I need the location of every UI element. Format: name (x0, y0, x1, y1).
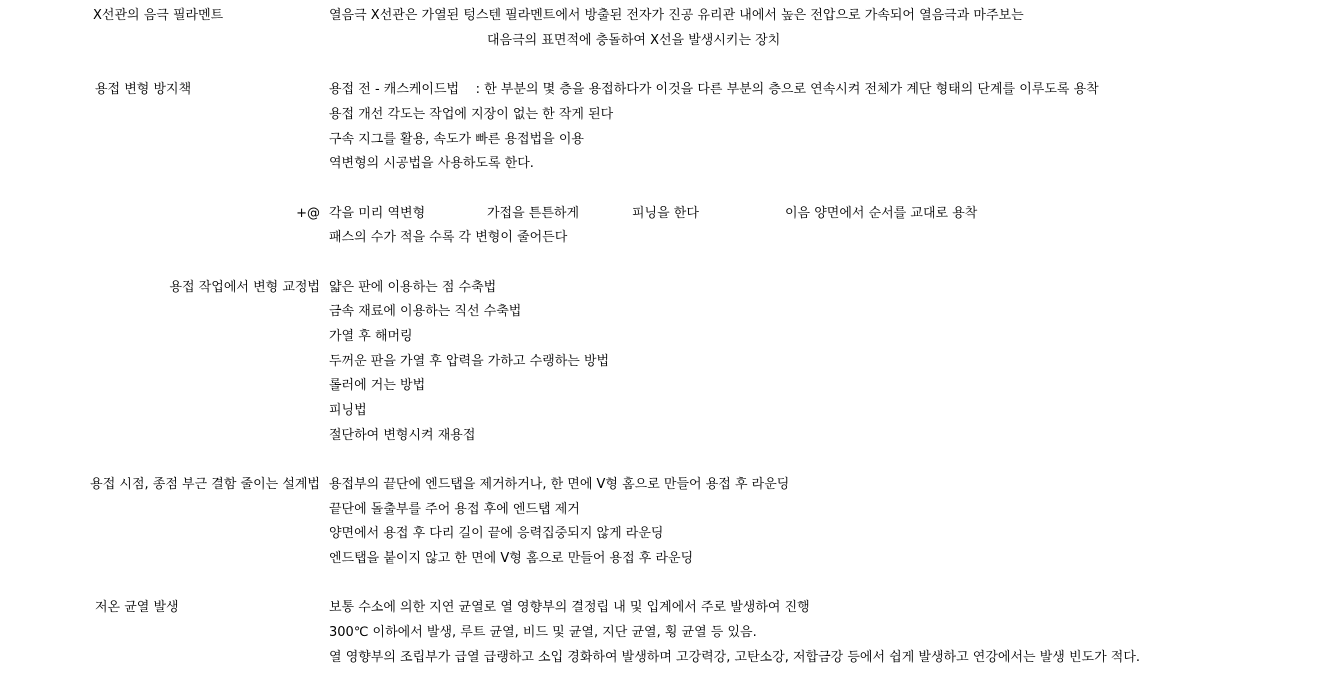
section-line: 용접 개선 각도는 작업에 지장이 없는 한 작게 된다 (329, 107, 614, 122)
extra-item: 각을 미리 역변형 (329, 206, 426, 221)
section-line: 열음극 X선관은 가열된 텅스텐 필라멘트에서 방출된 전자가 진공 유리관 내에서 높은 전압으로 가속되어 열음극과 마주보는 (329, 8, 1024, 23)
section-line: 용접 전 - 캐스케이드법 : 한 부분의 몇 층을 용접하다가 이것을 다른 부분의 층으로 연속시켜 전체가 계단 형태의 단계를 이루도록 용착 (329, 82, 1099, 97)
section-line: 구속 지그를 활용, 속도가 빠른 용접법을 이용 (329, 132, 584, 147)
section-label-xray-filament: X선관의 음극 필라멘트 (93, 8, 224, 23)
section-line: 패스의 수가 적을 수록 각 변형이 줄어든다 (329, 230, 568, 245)
section-line: 엔드탭을 붙이지 않고 한 면에 V형 홈으로 만들어 용접 후 라운딩 (329, 551, 694, 566)
section-label-deformation-correction: 용접 작업에서 변형 교정법 (169, 280, 320, 295)
section-line: 절단하여 변형시켜 재용접 (329, 428, 476, 443)
section-line: 가열 후 해머링 (329, 329, 413, 344)
section-line: 대음극의 표면적에 충돌하여 X선을 발생시키는 장치 (487, 33, 781, 48)
section-label-deformation-prevention: 용접 변형 방지책 (95, 82, 192, 97)
section-line: 얇은 판에 이용하는 점 수축법 (329, 280, 497, 295)
section-line: 금속 재료에 이용하는 직선 수축법 (329, 304, 522, 319)
section-line: 피닝법 (329, 403, 367, 418)
section-line: 양면에서 용접 후 다리 길이 끝에 응력집중되지 않게 라운딩 (329, 526, 664, 541)
section-label-extra: +@ (296, 206, 320, 221)
section-line: 롤러에 거는 방법 (329, 378, 426, 393)
section-line: 300℃ 이하에서 발생, 루트 균열, 비드 및 균열, 지단 균열, 횡 균열 등 있음. (329, 625, 757, 640)
extra-item: 이음 양면에서 순서를 교대로 용착 (785, 206, 978, 221)
section-line: 끝단에 돌출부를 주어 용접 후에 엔드탭 제거 (329, 502, 580, 517)
section-line: 열 영향부의 조립부가 급열 급랭하고 소입 경화하여 발생하며 고강력강, 고탄소강, 저합금강 등에서 쉽게 발생하고 연강에서는 발생 빈도가 적다. (329, 650, 1141, 665)
section-line: 용접부의 끝단에 엔드탭을 제거하거나, 한 면에 V형 홈으로 만들어 용접 후 라운딩 (329, 477, 790, 492)
section-line: 보통 수소에 의한 지연 균열로 열 영향부의 결정립 내 및 입계에서 주로 발생하여 진행 (329, 600, 810, 615)
section-label-start-end-design: 용접 시점, 종점 부근 결함 줄이는 설계법 (90, 477, 320, 492)
section-label-cold-cracking: 저온 균열 발생 (95, 600, 179, 615)
extra-item: 가접을 튼튼하게 (487, 206, 580, 221)
section-line: 역변형의 시공법을 사용하도록 한다. (329, 156, 534, 171)
extra-item: 피닝을 한다 (632, 206, 699, 221)
section-line: 두꺼운 판을 가열 후 압력을 가하고 수랭하는 방법 (329, 354, 610, 369)
